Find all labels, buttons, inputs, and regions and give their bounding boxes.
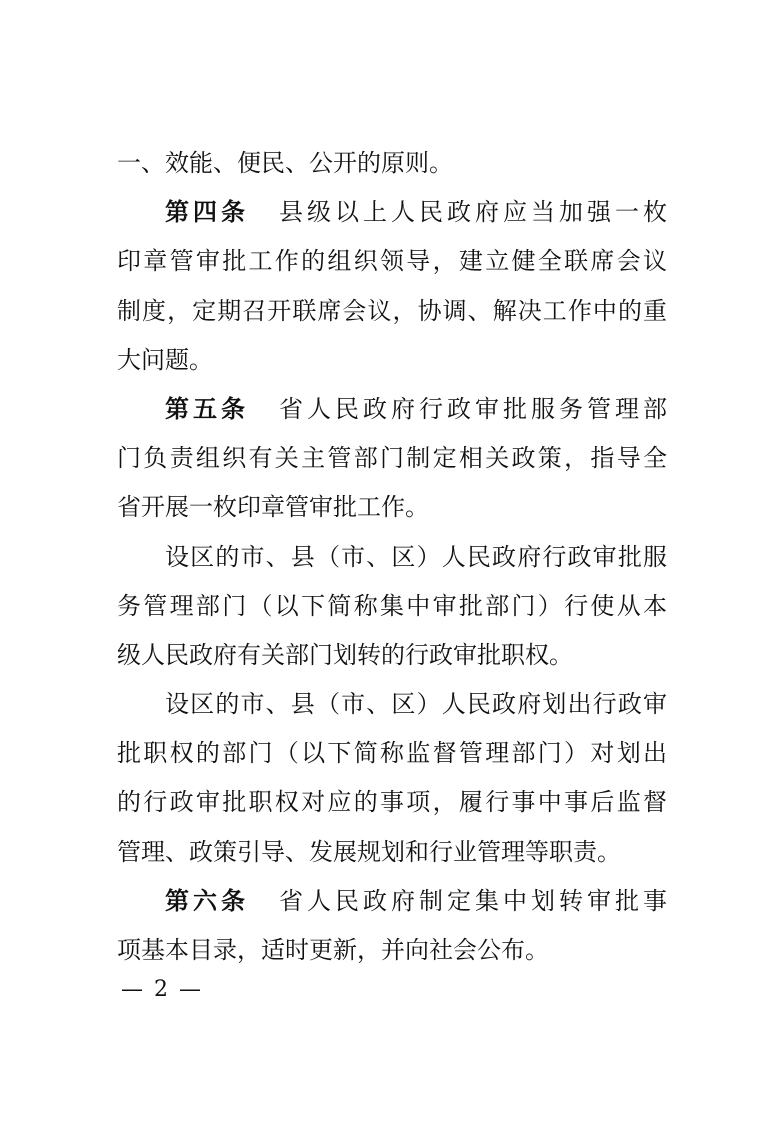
line-text: 一、效能、便民、公开的原则。 — [117, 149, 453, 177]
line-text: 项基本目录，适时更新，并向社会公布。 — [117, 936, 549, 964]
text-line — [117, 926, 667, 975]
text-line — [117, 483, 667, 532]
line-text: 县级以上人民政府应当加强一枚 — [279, 198, 667, 227]
article-number: 第四条 — [165, 198, 249, 227]
line-text: 务管理部门（以下简称集中审批部门）行使从本 — [117, 591, 667, 620]
line-text: 批职权的部门（以下简称监督管理部门）对划出 — [117, 739, 667, 768]
line-text: 省开展一枚印章管审批工作。 — [117, 493, 429, 522]
body-text — [117, 139, 667, 975]
text-line — [117, 533, 667, 582]
text-line — [117, 434, 667, 483]
text-line — [117, 287, 667, 336]
text-line — [117, 336, 667, 385]
line-text: 级人民政府有关部门划转的行政审批职权。 — [117, 640, 573, 669]
text-line — [117, 582, 667, 631]
line-text: 门负责组织有关主管部门制定相关政策，指导全 — [117, 444, 667, 473]
text-line — [117, 729, 667, 778]
line-text: 的行政审批职权对应的事项，履行事中事后监督 — [117, 788, 667, 817]
line-text: 设区的市、县（市、区）人民政府划出行政审 — [165, 690, 667, 719]
line-text: 印章管审批工作的组织领导，建立健全联席会议 — [117, 247, 667, 276]
text-line — [117, 188, 667, 237]
line-text: 管理、政策引导、发展规划和行业管理等职责。 — [117, 837, 621, 866]
article-number: 第五条 — [165, 394, 249, 423]
text-line — [117, 631, 667, 680]
line-text: 省人民政府制定集中划转审批事 — [279, 886, 667, 915]
line-text: 省人民政府行政审批服务管理部 — [279, 394, 667, 423]
text-line — [117, 385, 667, 434]
page-number: — 2 — — [121, 977, 203, 1002]
line-text: 制度，定期召开联席会议，协调、解决工作中的重 — [117, 296, 667, 325]
line-text: 设区的市、县（市、区）人民政府行政审批服 — [165, 542, 667, 571]
article-number: 第六条 — [165, 886, 249, 915]
text-line — [117, 237, 667, 286]
text-line — [117, 139, 667, 188]
line-text: 大问题。 — [117, 345, 213, 374]
text-line — [117, 877, 667, 926]
text-line — [117, 680, 667, 729]
text-line — [117, 828, 667, 877]
text-line — [117, 778, 667, 827]
